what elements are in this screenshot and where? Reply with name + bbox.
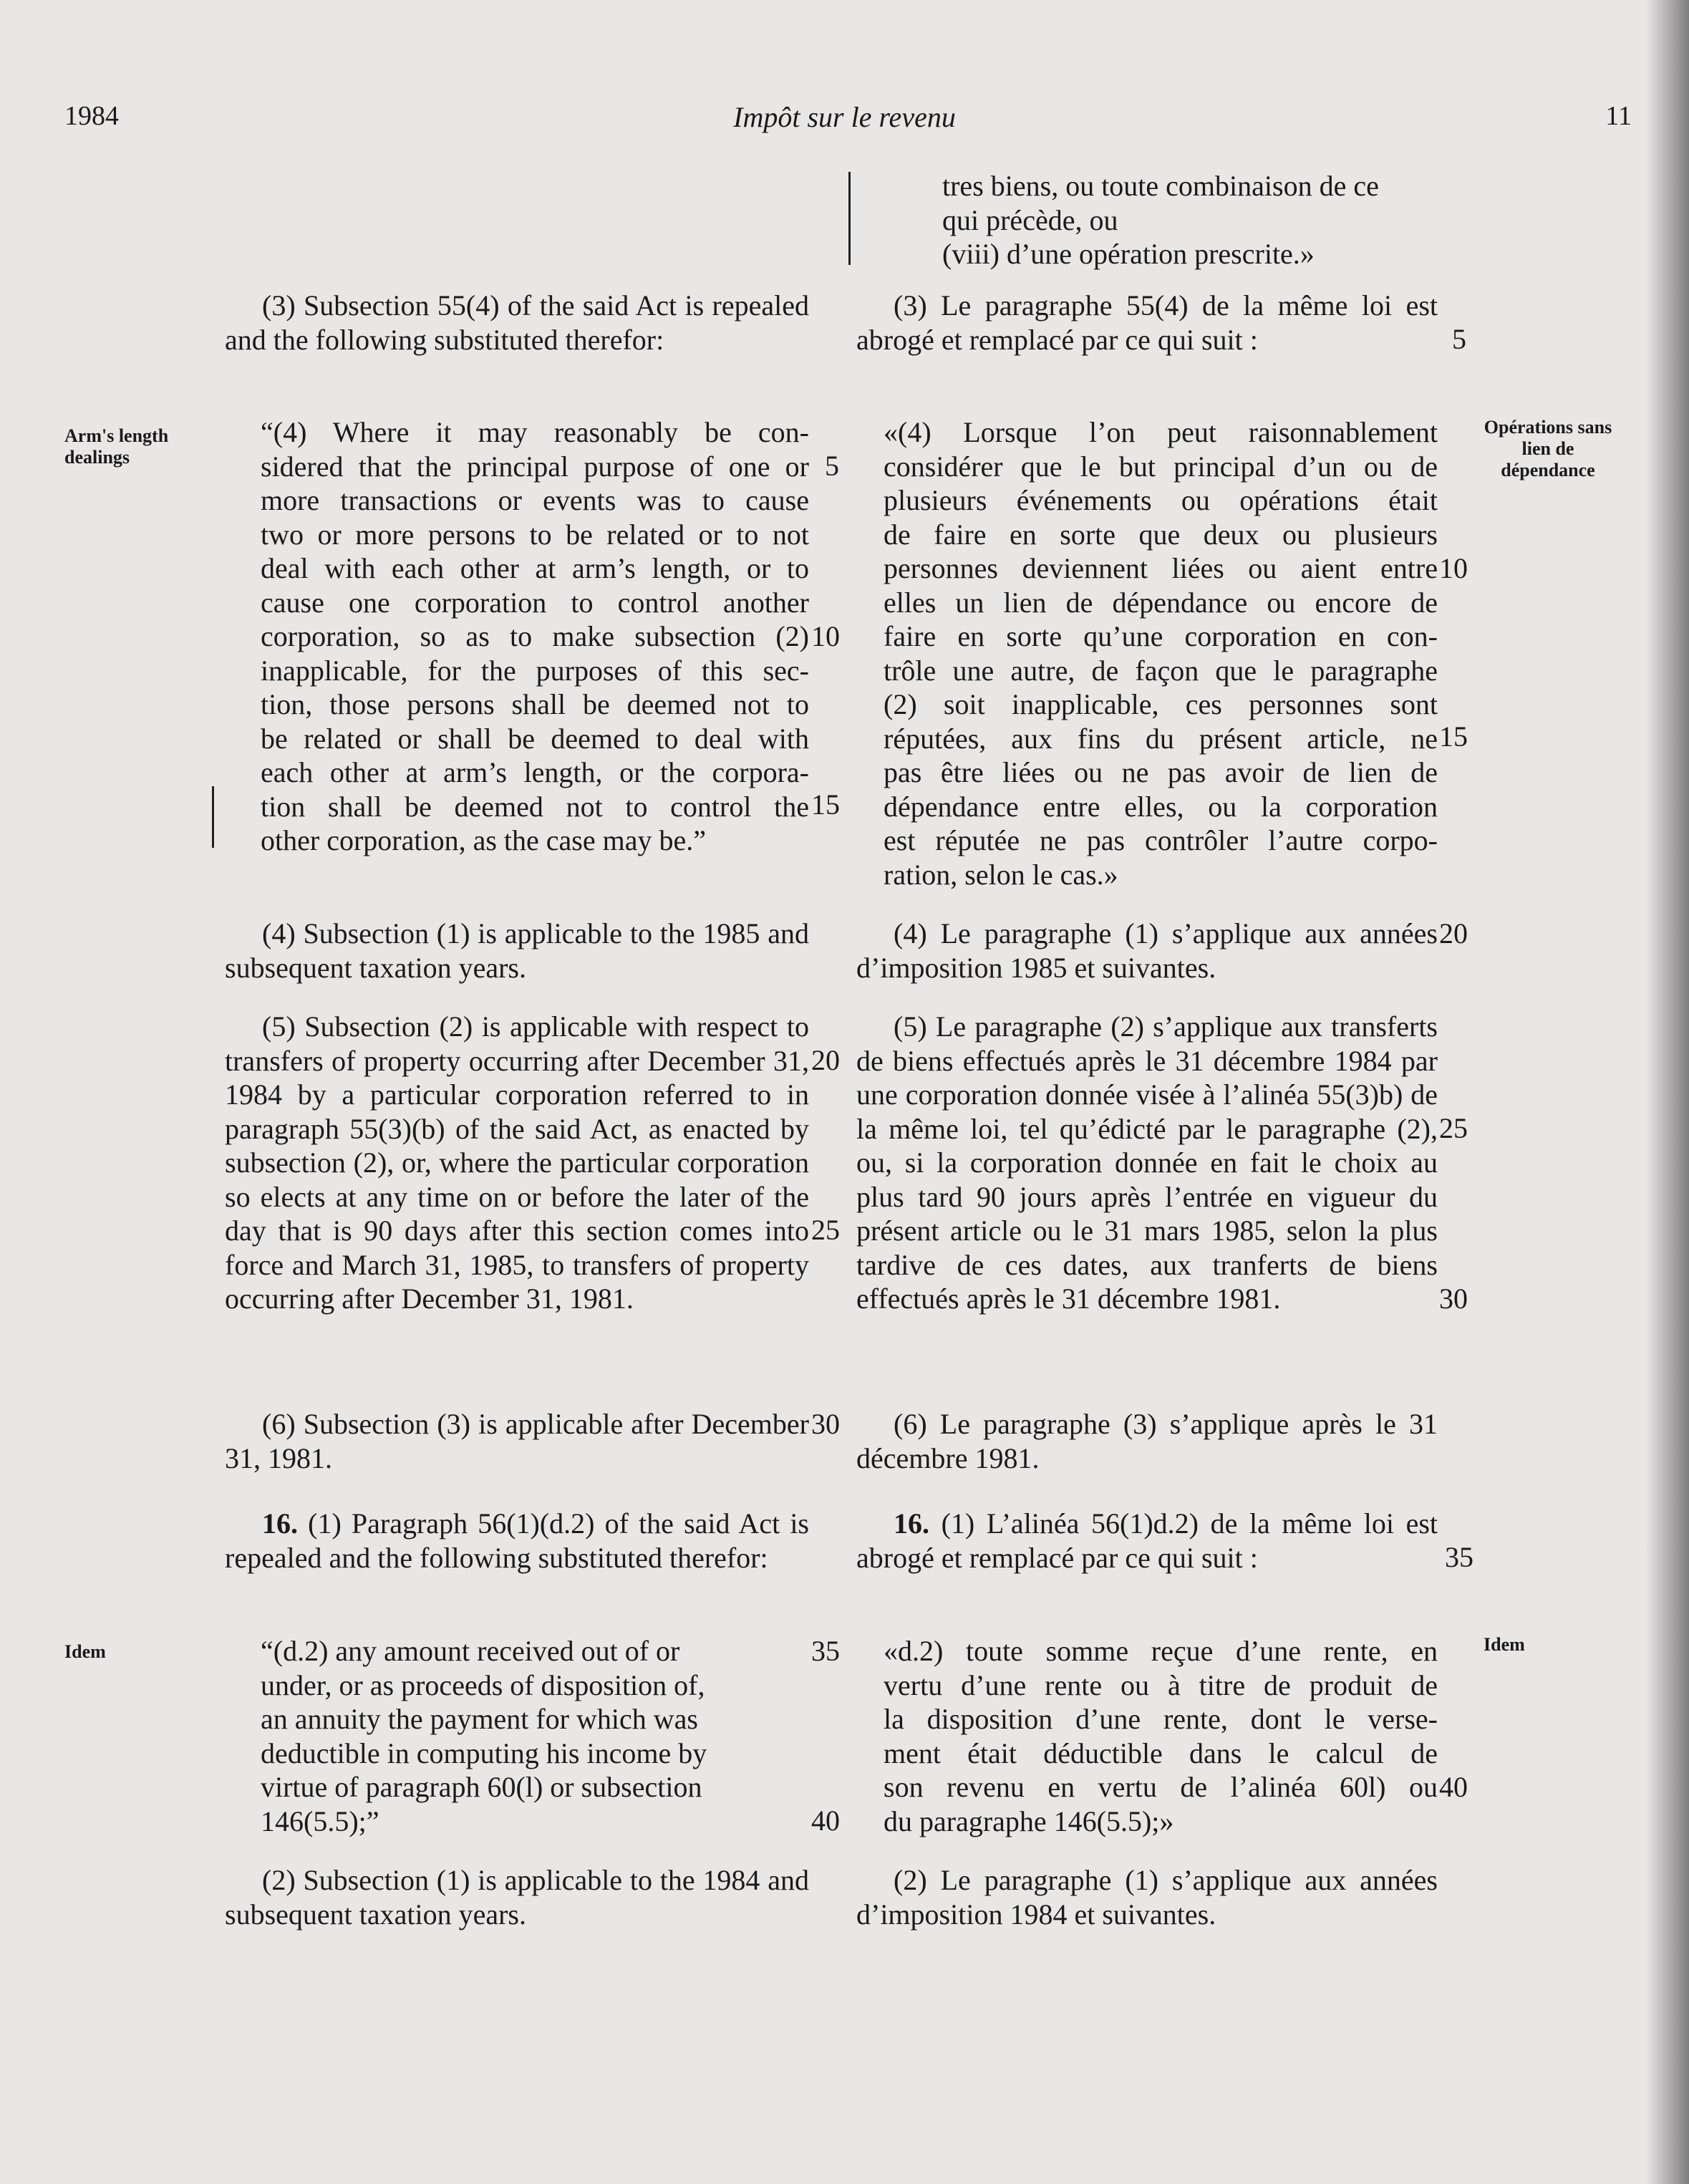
line-number: 10 [811, 620, 840, 652]
line-number: 10 [1439, 552, 1468, 584]
en-subsection-6-applicability: (6) Subsection (3) is applicable after December 31, 1981. [225, 1408, 809, 1474]
en-paragraph-d2: “(d.2) any amount received out of or under, or as proceeds of disposition of, an annuity the payment for which was deductible in computing his income by virtue of paragraph 60(l) or subsection 146(5.5);” [261, 1635, 707, 1837]
fr-subsection-3: (3) Le paragraphe 55(4) de la même loi est abrogé et remplacé par ce qui suit : [856, 289, 1438, 356]
en-quoted-subsection-4: “(4) Where it may reasonably be con- sidered that the principal purpose of one or more transactions or events was to cause two or more persons to be related or to not deal with each other at arm’s length, or to cause one corporation to control another corporation, so as to make subsection (2) inapplicable, for the purposes of this sec- tion, those persons shall be deemed not to be related or shall be deemed to deal with each other at arm’s length, or the corpora- tion shall be deemed not to control the other corporation, as the case may be.” [261, 416, 809, 856]
header-title: Impôt sur le revenu [733, 101, 956, 133]
margin-note-idem-right: Idem [1484, 1634, 1525, 1655]
line-number: 35 [1445, 1541, 1473, 1573]
line-number: 15 [811, 788, 840, 821]
header-page-number: 11 [1605, 101, 1632, 131]
line-number: 20 [811, 1044, 840, 1076]
line-number: 20 [1439, 917, 1468, 950]
line-number: 15 [1439, 720, 1468, 753]
fr-quoted-subsection-4: «(4) Lorsque l’on peut raisonnablement considérer que le but principal d’un ou de plusieurs événements ou opérations était de faire en sorte que deux ou plusieurs personnes deviennent liées ou aient entre elles un lien de dépendance ou encore de faire en sorte qu’une corporation en con- trôle une autre, de façon que le paragraphe (2) soit inapplicable, ces personnes sont réputées, aux fins du présent article, ne pas être liées ou ne pas avoir de lien de dépendance entre elles, ou la corporation est réputée ne pas contrôler l’autre corpo- ration, selon le cas.» [884, 416, 1438, 891]
line-number: 5 [825, 450, 839, 482]
en-subsection-3: (3) Subsection 55(4) of the said Act is repealed and the following substituted therefor: [225, 289, 809, 356]
line-number: 25 [1439, 1112, 1468, 1144]
en-subsection-5-applicability: (5) Subsection (2) is applicable with respect to transfers of property occurring after December 31, 1984 by a particular corporation referred to in paragraph 55(3)(b) of the said Act, as enacted by subsection (2), or, where the particular corporation so elects at any time on or before the later of the day that is 90 days after this section comes into force and March 31, 1985, to transfers of property occurring after December 31, 1981. [225, 1010, 809, 1315]
line-number: 35 [811, 1635, 840, 1667]
fr-continuation: tres biens, ou toute combinaison de ce qui précède, ou (viii) d’une opération prescrite.» [942, 170, 1379, 270]
fr-subsection-6-applicability: (6) Le paragraphe (3) s’applique après le 31 décembre 1981. [856, 1408, 1438, 1474]
margin-note-idem-left: Idem [64, 1641, 106, 1662]
fr-subsection-4-applicability: (4) Le paragraphe (1) s’applique aux années d’imposition 1985 et suivantes. [856, 917, 1438, 984]
en-subsection-4-applicability: (4) Subsection (1) is applicable to the 1985 and subsequent taxation years. [225, 917, 809, 984]
margin-note-operations-sans-lien: Opérations sans lien de dépendance [1484, 417, 1612, 480]
fr-paragraph-d2: «d.2) toute somme reçue d’une rente, en vertu d’une rente ou à titre de produit de la disposition d’une rente, dont le verse- ment était déductible dans le calcul de son revenu en vertu de l’alinéa 60l) ou du paragraphe 146(5.5);» [884, 1635, 1438, 1837]
fr-section-16-number: 16. [894, 1507, 929, 1540]
en-section-16-1: 16. (1) Paragraph 56(1)(d.2) of the said Act is repealed and the following substituted therefor: [225, 1507, 810, 1574]
en-section-16-2: (2) Subsection (1) is applicable to the 1984 and subsequent taxation years. [225, 1864, 809, 1931]
en-section-16-number: 16. [262, 1507, 298, 1540]
page-edge-shadow [1646, 0, 1689, 2184]
margin-note-arms-length: Arm's length dealings [64, 425, 169, 468]
fr-section-16-1: 16. (1) L’alinéa 56(1)d.2) de la même loi est abrogé et remplacé par ce qui suit : [856, 1507, 1438, 1574]
fr-section-16-2: (2) Le paragraphe (1) s’applique aux années d’imposition 1984 et suivantes. [856, 1864, 1438, 1931]
header-year: 1984 [64, 101, 119, 131]
line-number: 40 [811, 1804, 840, 1837]
fr-subsection-5-applicability: (5) Le paragraphe (2) s’applique aux transferts de biens effectués après le 31 décembre 1984 par une corporation donnée visée à l’alinéa 55(3)b) de la même loi, tel qu’édicté par le paragraphe (2), ou, si la corporation donnée en fait le choix au plus tard 90 jours après l’entrée en vigueur du présent article ou le 31 mars 1985, selon la plus tardive de ces dates, aux tranferts de biens effectués après le 31 décembre 1981. [856, 1010, 1438, 1315]
revision-bar [212, 786, 214, 848]
line-number: 30 [811, 1408, 840, 1440]
line-number: 25 [811, 1214, 840, 1246]
line-number: 40 [1439, 1771, 1468, 1803]
line-number: 30 [1439, 1282, 1468, 1315]
revision-bar [848, 172, 851, 265]
line-number: 5 [1452, 323, 1466, 355]
